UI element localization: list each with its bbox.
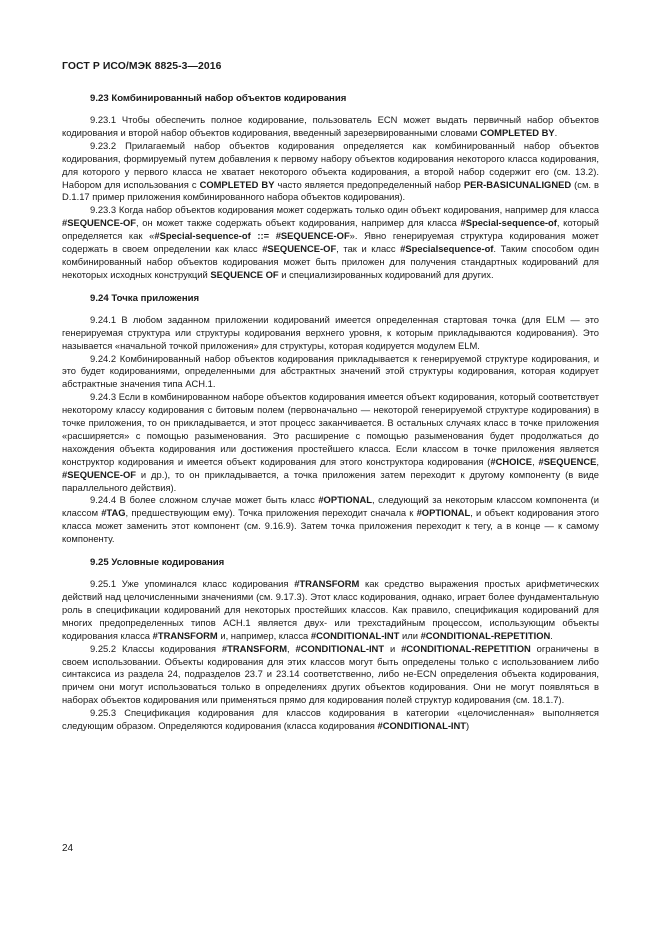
text-run: ,: [596, 455, 599, 467]
bold-term: #CHOICE: [490, 455, 533, 467]
text-run: и др.), то он прикладывается, а точка приложения затем переходит к другому компоненту (в виде параллельного действия).: [62, 468, 599, 493]
bold-term: #Specialsequence-of: [400, 243, 494, 255]
bold-term: #CONDITIONAL-INT: [377, 720, 467, 732]
text-run: 9.25.3 Спецификация кодирования для классов кодирования в категории «целочисленная» выполняется следующим образом. Определяются кодирования (класса кодирования: [62, 707, 599, 732]
text-run: , и объект кодирования этого класса может заменить этот компонент (см. 9.16.9). Затем точка приложения переходит к тегу, а в конце — к самому компоненту.: [62, 507, 599, 545]
paragraph: [62, 707, 599, 733]
text-run: , он может также содержать объект кодирования, например для класса: [135, 217, 461, 229]
bold-term: #TAG: [101, 507, 126, 519]
bold-term: SEQUENCE OF: [210, 268, 279, 280]
text-run: 9.23.3 Когда набор объектов кодирования может содержать только один объект кодирования, например для класса: [90, 204, 599, 216]
text-run: ): [466, 720, 470, 732]
paragraph: [62, 204, 599, 281]
text-run: (см. в D.1.17 пример приложения комбинированного набора объектов кодирования).: [62, 178, 600, 203]
bold-term: #Special-sequence-of ::= #SEQUENCE-OF: [154, 230, 350, 242]
bold-term: #CONDITIONAL-INT: [310, 629, 400, 641]
bold-term: #SEQUENCE-OF: [62, 468, 136, 480]
paragraph: [62, 578, 599, 643]
text-run: ,: [287, 642, 296, 654]
bold-term: COMPLETED BY: [480, 126, 555, 138]
text-run: , предшествующим ему). Точка приложения переходит сначала к: [125, 507, 417, 519]
section: [62, 92, 599, 282]
text-run: 9.23.1 Чтобы обеспечить полное кодирование, пользователь ECN может выдать первичный набор объектов кодирования и второй набор объектов кодирования, введенный зарезервированными словами: [62, 114, 599, 138]
paragraph: [62, 643, 599, 708]
bold-term: #TRANSFORM: [221, 642, 288, 654]
paragraph: [62, 391, 599, 494]
text-run: , следующий за некоторым классом компонента (и классом: [62, 494, 599, 519]
bold-term: PER-BASICUNALIGNED: [463, 178, 572, 190]
text-run: 9.23.2 Прилагаемый набор объектов кодирования определяется как комбинированный набор объектов кодирования, формируемый путем добавления к первому набору объектов кодирования некоторого класса кодирования, для которого у первого класса не хватает некоторого объекта кодирования, а второй набор содержит его (см. 13.2). Набором для использования с: [62, 139, 599, 190]
text-run: или: [399, 629, 421, 641]
bold-term: COMPLETED BY: [199, 178, 275, 190]
section-heading: 9.23 Комбинированный набор объектов кодирования: [90, 93, 347, 104]
text-run: 9.25.1 Уже упоминался класс кодирования: [90, 578, 295, 590]
text-run: 9.24.1 В любом заданном приложении кодирований имеется определенная стартовая точка (для ELM — это генерируемая структура или структуры кодирования верхнего уровня, к которым прикладываются кодирования). Это называется «начальной точкой приложения» для структуры, которая кодируется модулем ELM.: [62, 313, 599, 351]
bold-term: #SEQUENCE-OF: [262, 243, 337, 255]
text-run: ,: [532, 455, 539, 467]
bold-term: #Special-sequence-of: [460, 217, 557, 229]
text-run: 9.24.4 В более сложном случае может быть класс: [90, 494, 319, 506]
running-header: ГОСТ Р ИСО/МЭК 8825-3—2016: [62, 61, 222, 72]
text-run: , так и класс: [336, 243, 401, 255]
text-run: ». Явно генерируемая структура кодирования может содержать в своем определении как класс: [62, 230, 599, 255]
bold-term: #OPTIONAL: [318, 494, 372, 506]
text-run: , который определяется как «: [62, 217, 599, 242]
section-heading: 9.25 Условные кодирования: [90, 557, 225, 569]
bold-term: #OPTIONAL: [416, 507, 471, 519]
text-run: как средство выражения простых арифметических действий над целочисленными значениями (см. 9.17.3). Этот класс кодирования, однако, играет более фундаментальную роль в спецификации кодирований для некоторых простейших классов. Как правило, спецификация кодирований для многих предопределенных типов ACH.1 является двух- или трехстадийным процессом, использующим объекты кодирования класса: [62, 578, 600, 641]
paragraph: [62, 353, 599, 392]
text-run: ограничены в своем использовании. Объекты кодирования для этих классов могут быть определены только с использованием либо синтаксиса из раздела 24, подразделов 23.7 и 23.14 соответственно, либо не-ECN определения объекта кодирования, причем они могут использоваться только в определениях других объектов кодирования. Они не могут появляться в наборах объектов кодирования или применяться прямо для кодирования полей структур кодирования (см. 18.1.7).: [62, 642, 599, 706]
text-run: .: [550, 629, 553, 641]
page-number: 24: [62, 843, 74, 854]
bold-term: #CONDITIONAL-INT: [295, 642, 385, 654]
bold-term: #CONDITIONAL-REPETITION: [420, 629, 551, 641]
paragraph: [62, 140, 599, 205]
document-body: [62, 92, 599, 743]
bold-term: #SEQUENCE: [538, 455, 597, 467]
paragraph: [62, 114, 599, 140]
text-run: и, например, класса: [217, 629, 311, 641]
text-run: 9.24.3 Если в комбинированном наборе объектов кодирования имеется объект кодирования, который соответствует некоторому классу кодирования с битовым полем (первоначально — некоторой генерируемой структуре кодирования) в точке приложения, то он прикладывается, и этот процесс заканчивается. В остальных случаях класс в точке приложения «расширяется» с помощью разыменования. Это расширение с помощью разыменования будет продолжаться до нахождения объекта кодирования или достижения простейшего класса. Если классом в точке приложения является конструктор кодирования и имеется объект кодирования для этого конструктора кодирования (: [62, 391, 599, 467]
section-heading: 9.24 Точка приложения: [90, 292, 200, 304]
bold-term: #SEQUENCE-OF: [62, 217, 136, 229]
text-run: .: [554, 126, 558, 138]
text-run: часто является предопределенный набор: [274, 178, 464, 190]
section: [62, 292, 599, 546]
text-run: 9.24.2 Комбинированный набор объектов кодирования прикладывается к генерируемой структуре кодирования, и это будет кодированиями, определенными для абстрактных значений этой структуры кодирования, которая кодирует абстрактные значения типа ACH.1.: [62, 352, 599, 390]
text-run: 9.25.2 Классы кодирования: [90, 642, 222, 654]
bold-term: #CONDITIONAL-REPETITION: [401, 642, 531, 654]
bold-term: #TRANSFORM: [152, 629, 218, 641]
paragraph: [62, 314, 599, 353]
text-run: . Таким способом один комбинированный набор объектов кодирования может быть приложен для получения стандартных кодирований для некоторых исходных конструкций: [62, 243, 599, 280]
text-run: и: [384, 642, 402, 654]
paragraph: [62, 494, 599, 546]
bold-term: #TRANSFORM: [294, 578, 360, 590]
section: [62, 556, 599, 733]
text-run: и специализированных кодирований для других.: [278, 268, 494, 280]
